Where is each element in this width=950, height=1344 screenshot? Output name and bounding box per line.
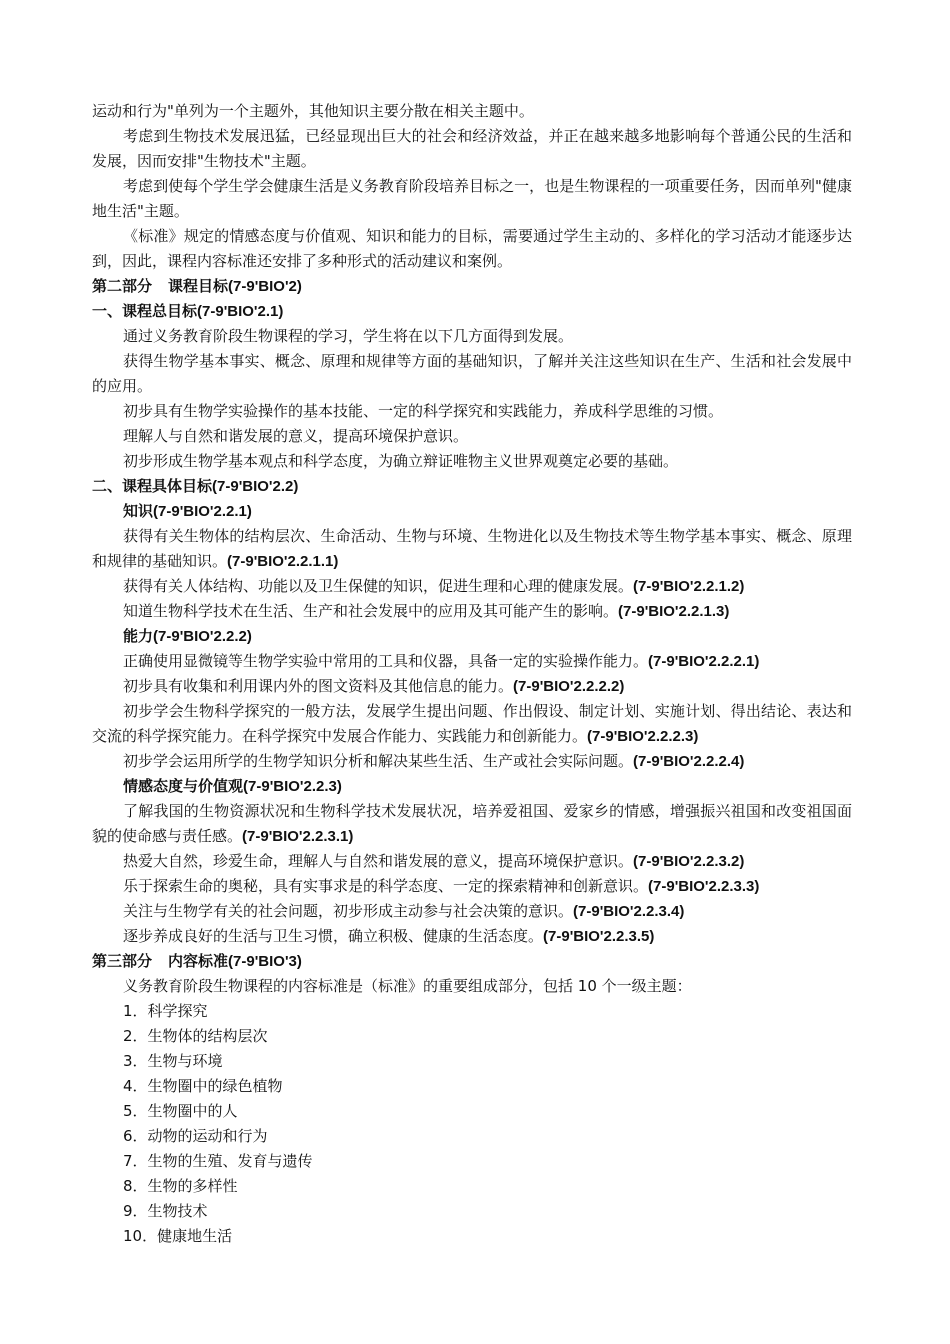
topic-item: 1．科学探究 bbox=[123, 1002, 208, 1020]
sec1-paragraph-2: 获得生物学基本事实、概念、原理和规律等方面的基础知识，了解并关注这些知识在生产、生活和社会发展中的应用。 bbox=[92, 352, 852, 395]
part2-heading bbox=[92, 274, 852, 299]
topic-item: 4．生物圈中的绿色植物 bbox=[123, 1077, 283, 1095]
ability-item-4: 初步学会运用所学的生物学知识分析和解决某些生活、生产或社会实际问题。(7-9'BIO'2.2.2.4) bbox=[123, 752, 745, 770]
attitude-item-4: 关注与生物学有关的社会问题，初步形成主动参与社会决策的意识。(7-9'BIO'2.2.3.4) bbox=[123, 902, 685, 920]
part3-title: 内容标准 bbox=[168, 952, 229, 970]
topic-item: 10．健康地生活 bbox=[123, 1227, 233, 1245]
ability-heading bbox=[92, 624, 852, 649]
sec1-paragraph-1: 通过义务教育阶段生物课程的学习，学生将在以下几方面得到发展。 bbox=[123, 327, 574, 345]
ability-title: 能力 bbox=[123, 627, 154, 645]
knowledge-item-3: 知道生物科学技术在生活、生产和社会发展中的应用及其可能产生的影响。(7-9'BIO'2.2.1.3) bbox=[123, 602, 730, 620]
part3-intro: 义务教育阶段生物课程的内容标准是（标准》的重要组成部分，包括 10 个一级主题： bbox=[123, 977, 692, 995]
part3-label: 第三部分 bbox=[92, 952, 153, 970]
sec2-code: (7-9'BIO'2.2) bbox=[212, 478, 299, 495]
knowledge-heading bbox=[92, 499, 852, 524]
topic-item: 2．生物体的结构层次 bbox=[123, 1027, 268, 1045]
attitude-item-5: 逐步养成良好的生活与卫生习惯，确立积极、健康的生活态度。(7-9'BIO'2.2.3.5) bbox=[123, 927, 655, 945]
sec2-heading bbox=[92, 474, 852, 499]
attitude-item-3: 乐于探索生命的奥秘，具有实事求是的科学态度、一定的探索精神和创新意识。(7-9'BIO'2.2.3.3) bbox=[123, 877, 760, 895]
sec1-paragraph-3: 初步具有生物学实验操作的基本技能、一定的科学探究和实践能力，养成科学思维的习惯。 bbox=[123, 402, 724, 420]
ability-item-1: 正确使用显微镜等生物学实验中常用的工具和仪器，具备一定的实验操作能力。(7-9'BIO'2.2.2.1) bbox=[123, 652, 760, 670]
part3-code: (7-9'BIO'3) bbox=[228, 953, 302, 970]
intro-paragraph-2: 考虑到生物技术发展迅猛，已经显现出巨大的社会和经济效益，并正在越来越多地影响每个普通公民的生活和发展，因而安排"生物技术"主题。 bbox=[92, 127, 852, 170]
document-page bbox=[92, 99, 852, 1249]
knowledge-code: (7-9'BIO'2.2.1) bbox=[153, 503, 252, 520]
intro-paragraph-4: 《标准》规定的情感态度与价值观、知识和能力的目标，需要通过学生主动的、多样化的学习活动才能逐步达到，因此，课程内容标准还安排了多种形式的活动建议和案例。 bbox=[92, 227, 852, 270]
intro-paragraph-1: 运动和行为"单列为一个主题外，其他知识主要分散在相关主题中。 bbox=[92, 102, 534, 120]
sec1-title: 一、课程总目标 bbox=[92, 302, 198, 320]
knowledge-item-1: 获得有关生物体的结构层次、生命活动、生物与环境、生物进化以及生物技术等生物学基本事实、概念、原理和规律的基础知识。(7-9'BIO'2.2.1.1) bbox=[92, 527, 852, 570]
topic-item: 3．生物与环境 bbox=[123, 1052, 223, 1070]
ability-code: (7-9'BIO'2.2.2) bbox=[153, 628, 252, 645]
sec1-paragraph-4: 理解人与自然和谐发展的意义，提高环境保护意识。 bbox=[123, 427, 469, 445]
sec2-title: 二、课程具体目标 bbox=[92, 477, 213, 495]
sec1-code: (7-9'BIO'2.1) bbox=[197, 303, 284, 320]
attitude-code: (7-9'BIO'2.2.3) bbox=[243, 778, 342, 795]
topic-item: 7．生物的生殖、发育与遗传 bbox=[123, 1152, 313, 1170]
part2-title: 课程目标 bbox=[168, 277, 229, 295]
knowledge-title: 知识 bbox=[123, 502, 154, 520]
knowledge-item-2: 获得有关人体结构、功能以及卫生保健的知识，促进生理和心理的健康发展。(7-9'BIO'2.2.1.2) bbox=[123, 577, 745, 595]
sec1-paragraph-5: 初步形成生物学基本观点和科学态度，为确立辩证唯物主义世界观奠定必要的基础。 bbox=[123, 452, 679, 470]
topic-item: 9．生物技术 bbox=[123, 1202, 208, 1220]
attitude-heading bbox=[92, 774, 852, 799]
topic-item: 6．动物的运动和行为 bbox=[123, 1127, 268, 1145]
topic-item: 8．生物的多样性 bbox=[123, 1177, 238, 1195]
topic-item: 5．生物圈中的人 bbox=[123, 1102, 238, 1120]
sec1-heading bbox=[92, 299, 852, 324]
part2-label: 第二部分 bbox=[92, 277, 153, 295]
attitude-item-1: 了解我国的生物资源状况和生物科学技术发展状况，培养爱祖国、爱家乡的情感，增强振兴祖国和改变祖国面貌的使命感与责任感。(7-9'BIO'2.2.3.1) bbox=[92, 802, 852, 845]
attitude-title: 情感态度与价值观 bbox=[123, 777, 244, 795]
ability-item-2: 初步具有收集和利用课内外的图文资料及其他信息的能力。(7-9'BIO'2.2.2.2) bbox=[123, 677, 625, 695]
attitude-item-2: 热爱大自然，珍爱生命，理解人与自然和谐发展的意义，提高环境保护意识。(7-9'BIO'2.2.3.2) bbox=[123, 852, 745, 870]
part3-heading bbox=[92, 949, 852, 974]
intro-paragraph-3: 考虑到使每个学生学会健康生活是义务教育阶段培养目标之一，也是生物课程的一项重要任务，因而单列"健康地生活"主题。 bbox=[92, 177, 852, 220]
part2-code: (7-9'BIO'2) bbox=[228, 278, 302, 295]
ability-item-3: 初步学会生物科学探究的一般方法，发展学生提出问题、作出假设、制定计划、实施计划、得出结论、表达和交流的科学探究能力。在科学探究中发展合作能力、实践能力和创新能力。(7-9'BIO'2.2.2.3) bbox=[92, 702, 852, 745]
